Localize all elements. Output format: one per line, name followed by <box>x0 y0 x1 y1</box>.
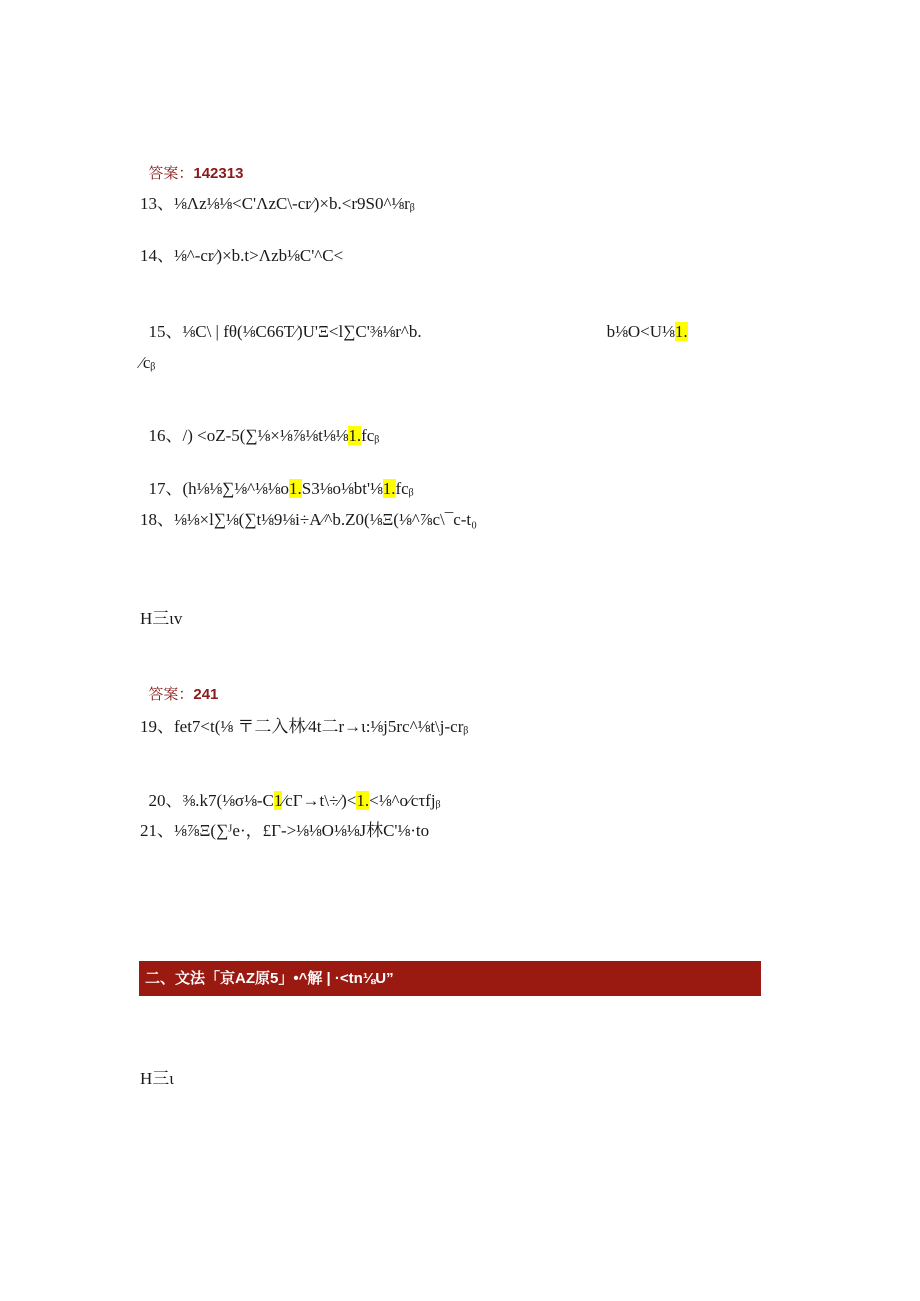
question-19: 19、fet7<t(⅛ 〒二入林⁄4t二r→ι:⅛j5rc^⅛t\j-crᵦ <box>140 717 469 736</box>
question-17-part-b: S3⅛o⅛bt'⅛ <box>301 479 383 498</box>
question-14: 14、⅛^-cr⁄)×b.t>Λzb⅛C'^C< <box>140 246 344 265</box>
highlight: 1 <box>273 791 283 810</box>
question-17-part-a: 17、(h⅛⅛∑⅛^⅛⅛o <box>148 479 290 498</box>
question-16-part-a: 16、/) <oZ-5(∑⅛×⅛⅞⅛t⅛⅛ <box>148 426 349 445</box>
answer-label: 答案： <box>148 686 194 703</box>
question-18: 18、⅛⅛×l∑⅛(∑t⅛9⅛i÷A⁄^b.Z0(⅛Ξ(⅛^⅞c\¯c-t₀ <box>140 510 478 529</box>
question-20-part-a: 20、⅜.k7(⅛σ⅛-C <box>148 791 274 810</box>
section-banner: 二、文法「京AZ原5」•^解 | ·<tn⅛U” <box>139 961 761 996</box>
highlight: 1. <box>674 322 688 341</box>
highlight: 1. <box>289 479 302 498</box>
question-13: 13、⅛Λz⅛⅛<C'ΛzC\-cr⁄)×b.<r9S0^⅛rᵦ <box>140 194 415 213</box>
question-15-part-b: b⅛O<U⅛ <box>606 322 675 341</box>
question-16 <box>140 403 379 447</box>
question-21: 21、⅛⅞Ξ(∑ᴶe·，£Γ->⅛⅛O⅛⅛J林C'⅛·to <box>140 821 430 840</box>
section-heading: H三ιv <box>140 609 183 628</box>
question-17-part-c: fcᵦ <box>395 479 414 498</box>
answer-line-1 <box>140 141 243 185</box>
highlight: 1. <box>348 426 362 445</box>
question-20-part-b: ⁄cΓ→t\÷⁄)< <box>282 791 357 810</box>
question-15 <box>140 299 688 343</box>
answer-line-2 <box>140 662 218 706</box>
question-16-part-b: fcᵦ <box>361 426 380 445</box>
question-20 <box>140 768 440 812</box>
highlight: 1. <box>382 479 396 498</box>
section-heading-2: H三ι <box>140 1069 174 1088</box>
question-17 <box>140 456 414 500</box>
highlight: 1. <box>356 791 370 810</box>
answer-value: 142313 <box>193 165 244 182</box>
answer-label: 答案： <box>148 165 194 182</box>
question-15-part-a: 15、⅛C\ | fθ(⅛C66T⁄)U'Ξ<l∑C'⅜⅛r^b. <box>148 322 422 341</box>
question-20-part-c: <⅛^o⁄cτfjᵦ <box>369 791 441 810</box>
answer-value: 241 <box>193 686 219 703</box>
question-15-continuation: ⁄cᵦ <box>140 353 156 372</box>
